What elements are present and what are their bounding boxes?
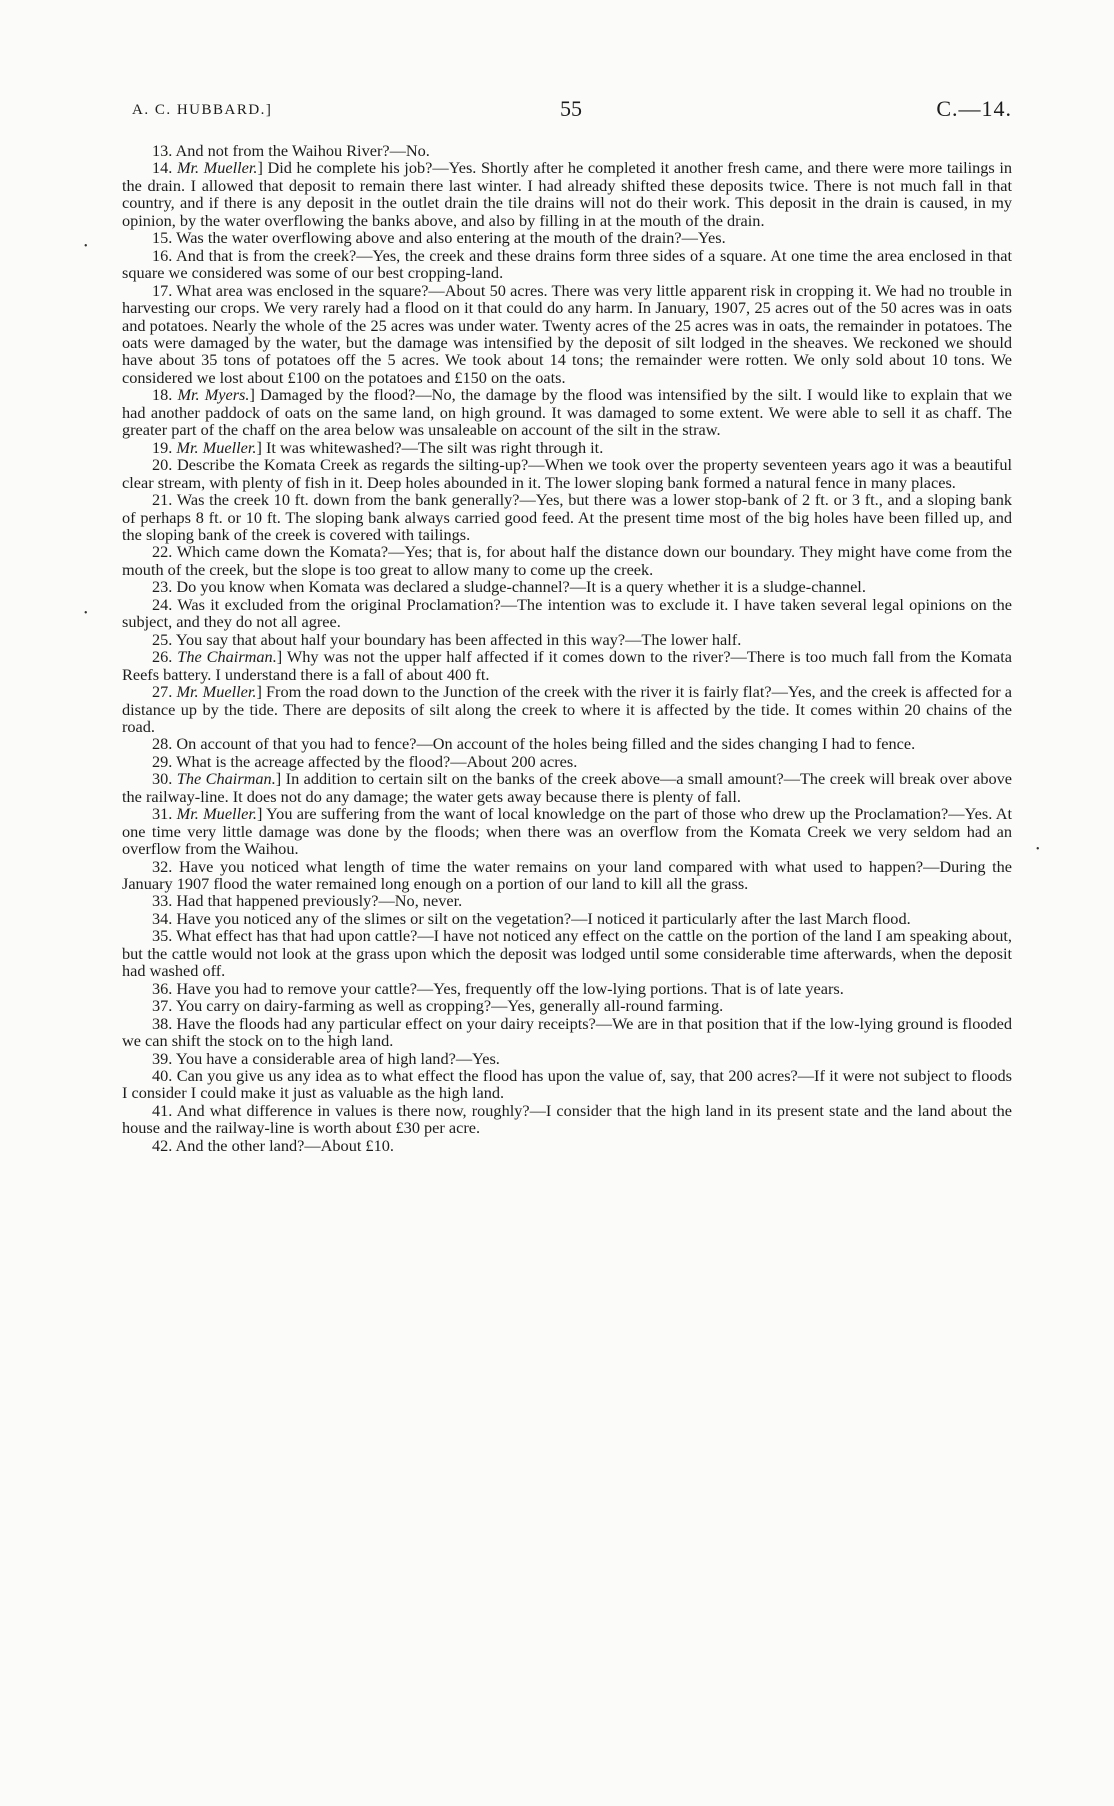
- testimony-paragraph: [122, 247, 1012, 282]
- margin-mark: •: [1036, 844, 1040, 855]
- testimony-paragraph: [122, 735, 1012, 752]
- page-number: 55: [560, 96, 582, 121]
- paragraph-text: 34. Have you noticed any of the slimes or silt on the vegetation?—I noticed it particularly after the last March flood.: [152, 908, 911, 928]
- paragraph-text: 28. On account of that you had to fence?—On account of the holes being filled and the sides changing I had to fence.: [152, 734, 916, 754]
- paragraph-text: 29. What is the acreage affected by the flood?—About 200 acres.: [152, 751, 578, 771]
- paragraph-text: 17. What area was enclosed in the square?—About 50 acres. There was very little apparent risk in cropping it. We had no trouble in harvesting our crops. We very rarely had a flood on it that could do any harm. In January, 1907, 25 acres out of the 50 acres was in oats and potatoes. Nearly the whole of the 25 acres was under water. Twenty acres of the 25 acres was in oats, the remainder in potatoes. The oats were damaged by the water, but the damage was intensified by the deposit of silt lodged in the sheaves. We reckoned we should have about 35 tons of potatoes off the 5 acres. We took about 14 tons; the remainder were rotten. We only sold about 10 tons. We considered we lost about £100 on the potatoes and £150 on the oats.: [122, 280, 1012, 387]
- paragraph-text: 42. And the other land?—About £10.: [152, 1135, 394, 1155]
- paragraph-text: 22. Which came down the Komata?—Yes; that is, for about half the distance down our boundary. They might have come from the mouth of the creek, but the slope is too great to allow many to come up the creek.: [122, 542, 1012, 579]
- paragraph-text: 16. And that is from the creek?—Yes, the creek and these drains form three sides of a square. At one time the area enclosed in that square we considered was some of our best cropping-land.: [122, 245, 1012, 283]
- speaker-name: The Chairman.: [176, 769, 276, 789]
- testimony-paragraph: [122, 578, 1012, 595]
- testimony-paragraph: [122, 805, 1012, 857]
- paragraph-text: 35. What effect has that had upon cattle?—I have not noticed any effect on the cattle on the portion of the land I am speaking about, but the cattle would not look at the grass upon which the deposit was lodged until some considerable time afterwards, when the deposit had washed off.: [122, 926, 1012, 981]
- paragraph-text: 24. Was it excluded from the original Proclamation?—The intention was to exclude it. I have taken several legal opinions on the subject, and they do not all agree.: [122, 594, 1012, 632]
- paragraph-text: 20. Describe the Komata Creek as regards the silting-up?—When we took over the property seventeen years ago it was a beautiful clear stream, with plenty of fish in it. Deep holes abounded in it. The lower sloping bank formed a natural fence in many places.: [122, 455, 1012, 492]
- margin-mark: •: [84, 241, 88, 252]
- page-header: [132, 98, 1012, 128]
- testimony-paragraph: [122, 631, 1012, 648]
- speaker-name: The Chairman.: [177, 647, 277, 667]
- paragraph-text: 27.: [152, 682, 177, 702]
- paragraph-text: 39. You have a considerable area of high land?—Yes.: [152, 1048, 500, 1068]
- testimony-paragraph: [122, 770, 1012, 805]
- document-reference: C.—14.: [936, 96, 1012, 121]
- paragraph-text: 21. Was the creek 10 ft. down from the bank generally?—Yes, but there was a lower stop-bank of 2 ft. or 3 ft., and a sloping bank of perhaps 8 ft. or 10 ft. The sloping bank always carried good feed. At the present time most of the big holes have been filled up, and the sloping bank of the creek is covered with tailings.: [122, 490, 1012, 544]
- testimony-paragraph: [122, 892, 1012, 909]
- paragraph-text: 36. Have you had to remove your cattle?—Yes, frequently off the low-lying portions. That is of late years.: [152, 978, 844, 998]
- paragraph-text: ] Why was not the upper half affected if it comes down to the river?—There is too much fall from the Komata Reefs battery. I understand there is a fall of about 400 ft.: [122, 647, 1012, 684]
- testimony-body: [122, 142, 1012, 1154]
- testimony-paragraph: [122, 1050, 1012, 1067]
- paragraph-text: 14.: [152, 158, 177, 178]
- paragraph-text: 15. Was the water overflowing above and also entering at the mouth of the drain?—Yes.: [152, 228, 726, 248]
- paragraph-text: 37. You carry on dairy-farming as well as cropping?—Yes, generally all-round farming.: [152, 996, 724, 1016]
- speaker-name: Mr. Mueller.: [176, 158, 258, 178]
- testimony-paragraph: [122, 491, 1012, 543]
- speaker-name: Mr. Mueller.: [176, 804, 257, 824]
- paragraph-text: ] In addition to certain silt on the banks of the creek above—a small amount?—The creek will break over above the railway-line. It does not do any damage; the water gets away because there is plenty of fall.: [122, 769, 1013, 806]
- paragraph-text: ] From the road down to the Junction of the creek with the river it is fairly flat?—Yes, and the creek is affected for a distance up by the tide. There are deposits of silt along the creek to where it is affected by the tide. It comes within 20 chains of the road.: [122, 682, 1012, 736]
- testimony-paragraph: [122, 543, 1012, 578]
- testimony-paragraph: [122, 386, 1012, 438]
- testimony-paragraph: [122, 456, 1012, 491]
- testimony-paragraph: [122, 927, 1012, 979]
- testimony-paragraph: [122, 997, 1012, 1014]
- testimony-paragraph: [122, 980, 1012, 997]
- testimony-paragraph: [122, 142, 1012, 159]
- speaker-name: Mr. Mueller.: [176, 437, 257, 457]
- testimony-paragraph: [122, 229, 1012, 246]
- testimony-paragraph: [122, 159, 1012, 229]
- testimony-paragraph: [122, 648, 1012, 683]
- paragraph-text: 32. Have you noticed what length of time the water remains on your land compared with what used to happen?—During the January 1907 flood the water remained long enough on a portion of our land to kill all the grass.: [122, 856, 1012, 894]
- testimony-paragraph: [122, 596, 1012, 631]
- speaker-name: Mr. Mueller.: [176, 682, 257, 702]
- paragraph-text: 30.: [152, 769, 177, 789]
- paragraph-text: 31.: [152, 804, 177, 824]
- testimony-paragraph: [122, 1102, 1012, 1137]
- testimony-paragraph: [122, 683, 1012, 735]
- paragraph-text: 26.: [152, 647, 178, 667]
- margin-mark: •: [84, 608, 88, 619]
- paragraph-text: ] You are suffering from the want of local knowledge on the part of those who drew up the Proclamation?—Yes. At one time very little damage was done by the floods; when there was an overflow from the Komata Creek we very seldom had an overflow from the Waihou.: [122, 804, 1012, 859]
- paragraph-text: 40. Can you give us any idea as to what effect the flood has upon the value of, say, that 200 acres?—If it were not subject to floods I consider I could make it just as valuable as the high land.: [122, 1066, 1012, 1103]
- paragraph-text: 25. You say that about half your boundary has been affected in this way?—The lower half.: [152, 629, 742, 649]
- paragraph-text: ] It was whitewashed?—The silt was right through it.: [256, 437, 604, 457]
- paragraph-text: 13. And not from the Waihou River?—No.: [152, 141, 430, 160]
- paragraph-text: 19.: [152, 437, 177, 457]
- testimony-paragraph: [122, 910, 1012, 927]
- testimony-paragraph: [122, 439, 1012, 456]
- paragraph-text: ] Damaged by the flood?—No, the damage by the flood was intensified by the silt. I would like to explain that we had another paddock of oats on the same land, on high ground. It was damaged to some extent. We were able to sell it as chaff. The greater part of the chaff on the area below was unsaleable on account of the silt in the straw.: [122, 385, 1012, 440]
- paragraph-text: 38. Have the floods had any particular effect on your dairy receipts?—We are in that position that if the low-lying ground is flooded we can shift the stock on to the high land.: [122, 1013, 1012, 1051]
- paragraph-text: 33. Had that happened previously?—No, never.: [152, 891, 463, 911]
- testimony-paragraph: [122, 753, 1012, 770]
- header-witness-name: A. C. HUBBARD.]: [132, 102, 273, 118]
- paragraph-text: 23. Do you know when Komata was declared a sludge-channel?—It is a query whether it is a sludge-channel.: [152, 577, 866, 597]
- testimony-paragraph: [122, 282, 1012, 387]
- paragraph-text: 18.: [152, 385, 178, 405]
- testimony-paragraph: [122, 1137, 1012, 1154]
- testimony-paragraph: [122, 1015, 1012, 1050]
- paragraph-text: ] Did he complete his job?—Yes. Shortly after he completed it another fresh came, and there were more tailings in the drain. I allowed that deposit to remain there last winter. I had already shifted these deposits twice. There is not much fall in that country, and if there is any deposit in the outlet drain the tile drains will not do their work. This deposit in the drain is caused, in my opinion, by the water overflowing the banks above, and also by filling in at the mouth of the drain.: [122, 158, 1013, 230]
- testimony-paragraph: [122, 858, 1012, 893]
- testimony-paragraph: [122, 1067, 1012, 1102]
- speaker-name: Mr. Myers.: [177, 385, 250, 405]
- paragraph-text: 41. And what difference in values is there now, roughly?—I consider that the high land in its present state and the land about the house and the railway-line is worth about £30 per acre.: [122, 1100, 1012, 1138]
